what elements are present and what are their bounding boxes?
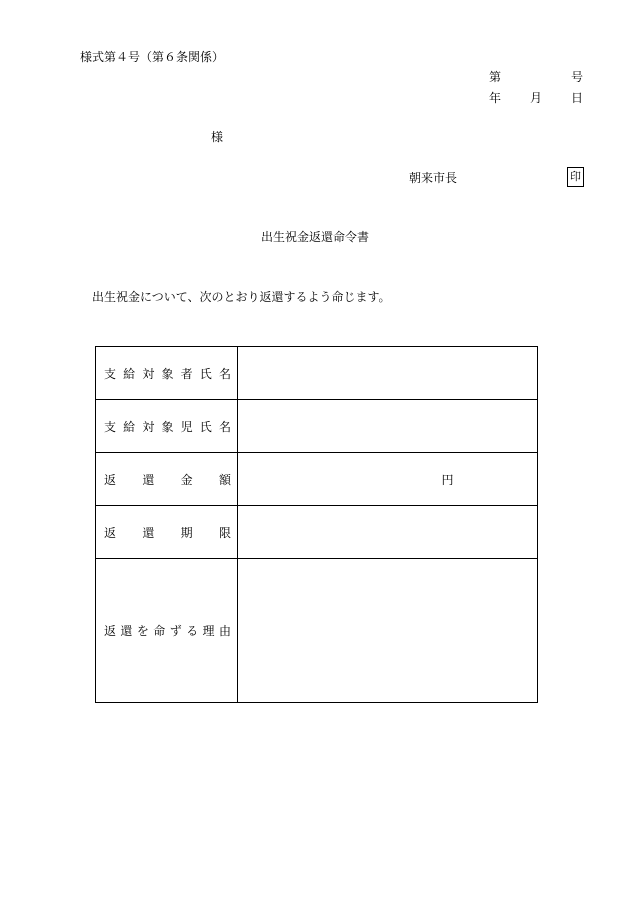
refund-details-table	[95, 346, 538, 703]
row-value-refund-reason[interactable]	[238, 559, 538, 703]
row-value-refund-deadline[interactable]	[238, 506, 538, 559]
row-label-child-name: 支 給 対 象 児 氏 名	[96, 400, 238, 453]
row-label-recipient-name: 支 給 対 象 者 氏 名	[96, 347, 238, 400]
document-title: 出生祝金返還命令書	[260, 230, 369, 244]
date-day: 日	[570, 91, 583, 105]
document-number-line	[489, 69, 583, 85]
doc-number-suffix: 号	[570, 70, 583, 84]
row-value-child-name[interactable]	[238, 400, 538, 453]
issuer-name: 朝来市長	[409, 171, 458, 185]
seal-mark: 印	[567, 167, 584, 187]
row-value-refund-amount[interactable]	[238, 453, 538, 506]
body-text: 出生祝金について、次のとおり返還するよう命じます。	[92, 290, 391, 304]
form-number: 様式第４号（第６条関係）	[80, 50, 225, 64]
row-label-refund-amount: 返 還 金 額	[96, 453, 238, 506]
table-row	[96, 506, 538, 559]
yen-unit: 円	[441, 472, 454, 487]
row-label-refund-deadline: 返 還 期 限	[96, 506, 238, 559]
table-row	[96, 453, 538, 506]
table-row	[96, 559, 538, 703]
row-value-recipient-name[interactable]	[238, 347, 538, 400]
table-row	[96, 347, 538, 400]
date-month: 月	[529, 91, 542, 105]
addressee-honorific: 様	[211, 130, 224, 144]
doc-number-prefix: 第	[489, 70, 502, 84]
document-date-line	[489, 90, 583, 106]
table-row	[96, 400, 538, 453]
row-label-refund-reason: 返 還 を 命 ず る 理 由	[96, 559, 238, 703]
date-year: 年	[489, 91, 502, 105]
